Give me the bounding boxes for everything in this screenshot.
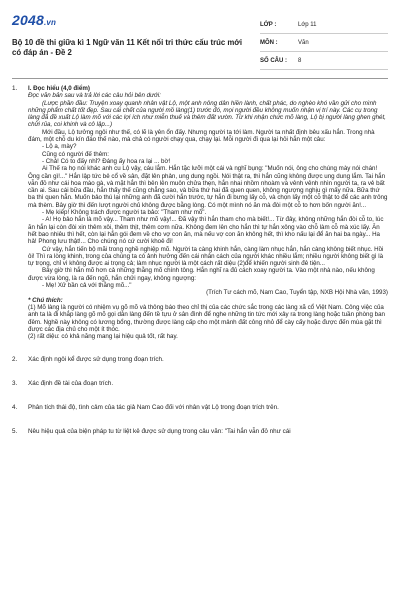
meta-row-class [260, 16, 388, 34]
question-text: Xác định ngôi kể được sử dụng trong đoạn trích. [28, 356, 164, 364]
passage-line: - Chả! Có to đấy nhỉ? Đáng ấy hoa ra lại ... bờ! [42, 157, 171, 165]
meta-value: Văn [298, 39, 309, 46]
meta-label: MÔN : [260, 39, 278, 46]
question-number: 2. [12, 356, 18, 364]
question-1-body [28, 85, 388, 340]
note-item: (1) Mõ làng là người có nhiệm vụ gõ mõ và thông báo theo chỉ thị của các chức sắc trong các làng xã cổ Việt Nam. Công việc của anh ta là đi khắp làng gõ mõ gọi dân làng đến tề tựu ở sân đình để nghe những tin tức mới xảy ra trong làng hoặc tuần phòng ban đêm. Nghề này không có lương bổng, thường được làng cấp cho một mảnh đất công nhỏ để cày cấy hoặc được đến mùa gặt thì được các địa chủ cho một ít thóc. [28, 303, 385, 333]
passage-paragraph: Bây giờ thì hắn mõ hơn cả những thằng mõ chính tông. Hắn nghĩ ra đủ cách xoay người ta. Vào một nhà nào, nếu không được vừa lòng, là ra đến ngõ, hắn chửi ngay, không ngượng: [28, 267, 375, 282]
meta-row-count [260, 52, 388, 70]
question-4 [12, 404, 388, 412]
source-citation: (Trích Tư cách mõ, Nam Cao, Tuyển tập, NXB Hội Nhà văn, 1993) [206, 289, 388, 297]
passage-line: - Lộ a, mày? [42, 143, 77, 151]
brand-logo[interactable] [12, 12, 250, 28]
passage-paragraph: Cứ vậy, hắn tiến bộ mãi trong nghề nghiệp mõ. Người ta càng khinh hắn, càng làm nhục hắn, hắn càng không biết nhục. Hồi ôi! Thì ra lòng khinh, trong của chúng ta có ảnh hưởng đến cái nhân cách của người khác nhiều lắm; nhiều người không biết gì là tự trọng, chỉ vì không được ai trọng cả; làm nhục người là một cách rất diệu (2)để khiến người sinh đê tiện... [28, 245, 384, 268]
question-number: 4. [12, 404, 18, 412]
meta-table [260, 16, 388, 70]
spacer [12, 388, 388, 404]
meta-value: 8 [298, 57, 302, 64]
passage-line: - Mẹ kiếp! Không trách được người ta bảo: "Tham như mõ". [42, 209, 207, 217]
meta-label: SỐ CÂU : [260, 57, 287, 64]
question-number: 5. [12, 428, 18, 436]
note-item: (2) rất diệu: có khả năng mang lại hiệu quả tốt, rất hay. [28, 333, 178, 341]
question-text: Nêu hiệu quả của biện pháp tu từ liệt kê được sử dụng trong câu văn: "Tai hắn vẫn đỏ như cái [28, 428, 291, 436]
brand-suffix: .vn [43, 18, 57, 27]
passage-paragraph: - A! Họ bảo hắn là mõ vậy... Tham như mõ vậy!... Đã vậy thì hắn tham cho mà biết!... Từ đây, không những hắn đòi cỗ to, lúc ăn hắn lại còn đòi xin thêm xôi, thêm thịt, thêm cơm nữa. Không đem lên cho hắn thì tự hắn xông vào chỗ làm cỗ mà xúc lấy. Ăn hết bao nhiêu thì hết, còn lại hắn gói đem về cho vợ con ăn, mà nếu vợ con ăn không hết, thì kho nấu lại để ăn hai ba ngày... Ha hả! Phong lưu thật!... Cho chúng nó cứ cười khoẻ đi! [28, 216, 384, 246]
header-left [12, 12, 250, 58]
section-heading: I. Đọc hiểu (4,0 điểm) [28, 85, 90, 92]
question-3 [12, 380, 388, 388]
passage-paragraph: Ai Thế ra họ nói khác anh cu Lộ vậy, cáu lắm. Hắn tặc lưỡi một cái và nghĩ bụng: "Muốn nói, ông cho chúng mày nói chán! Ông cần gì!..." Hắn lập tức bẻ cổ về sân, đặt lên phản, ung dung ngồi. Nói thật ra, thì hắn cũng không được ung dung lắm. Tai hắn vẫn đỏ như cái hoa mào gà, và mặt hắn thì bên lên muôn chửa thẹn, hắn nhai nhồm nhoàm và vênh vênh nhìn người ta, ra vẻ bất cần ai. Sau cái bữa đầu, hắn thấy thế cũng chẳng sao, và bữa thứ hai đã quen quen, không ngượng nghịu gì mấy nữa. Bữa thứ ba thì quen hẳn. Muốn bảo thú lại những anh đã cười hắn trước, tự hắn đi bưng lấy cỗ, và chọn lấy một cỗ thật to để các anh trông mà thèm. Bây giờ thì đến lượt người chủ không được bằng lòng. Có một mình nó ăn mà đòi một cỗ to hơn bốn người ăn!... [28, 165, 388, 209]
question-number: 3. [12, 380, 18, 388]
notes-title: * Chú thích: [28, 296, 63, 304]
passage-line: - Mẹ! Xử bần cả với thằng mõ..." [42, 282, 132, 290]
question-5 [12, 428, 388, 436]
question-2 [12, 356, 388, 364]
divider [12, 78, 388, 79]
header [12, 12, 388, 70]
meta-label: LỚP : [260, 21, 277, 28]
question-number: 1. [12, 85, 18, 92]
spacer [12, 340, 388, 356]
meta-row-subject [260, 34, 388, 52]
spacer [12, 364, 388, 380]
instruction: Đọc văn bản sau và trả lời các câu hỏi bên dưới: [28, 92, 161, 100]
meta-value: Lớp 11 [298, 21, 317, 28]
summary-paragraph: (Lược phần đầu: Truyện xoay quanh nhân vật Lộ, một anh nông dân hiền lành, chất phác, do nghèo khó vần gửi cho mình những phẩm chất tốt đẹp. Sau cái chết của người mồ làng(1) trước đó, mọi người đều không muốn nhận vị trí này. Các cụ trong làng đã đề xuất Lộ làm mõ với các lợi ích như miễn thuế và thêm đất vườn. Từ khi nhận chức mõ làng, Lộ bị người làng ghen ghét, chửi rủa, coi khinh và cô lập...) [28, 99, 386, 129]
content [12, 85, 388, 436]
passage-line: Cũng có người đế thêm: [42, 150, 110, 158]
question-1 [12, 85, 388, 340]
doc-title: Bộ 10 đề thi giữa kì 1 Ngữ văn 11 Kết nối tri thức cấu trúc mới có đáp án - Đề 2 [12, 38, 243, 57]
passage-paragraph: Mới đầu, Lộ tưởng ngôi như thế, có lẽ là yên ổn đấy. Nhưng người ta tới làm. Người ta nhất định bêu xấu hắn. Trong nhà đám, một chỗ du kín đáo thế nào, mà chả có người chạy qua, chạy lại. Mỗi người đi qua lại hỏi hắn một câu: [28, 128, 375, 144]
brand-name: 2048 [12, 12, 44, 28]
spacer [12, 412, 388, 428]
question-text: Xác định đề tài của đoạn trích. [28, 380, 114, 388]
question-text: Phân tích thái độ, tình cảm của tác giả Nam Cao đối với nhân vật Lộ trong đoạn trích trên. [28, 404, 279, 412]
